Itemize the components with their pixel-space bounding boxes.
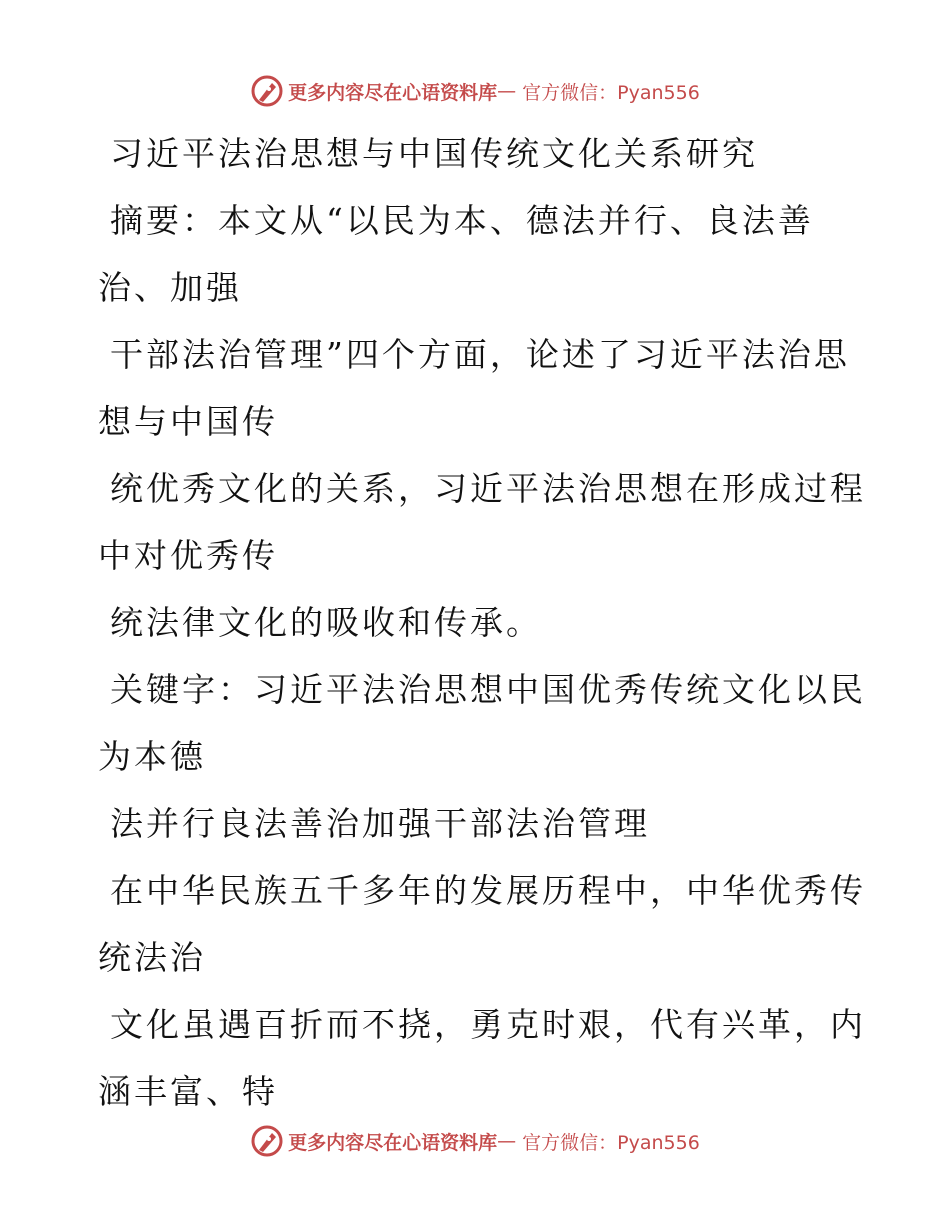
- bottom-banner: [0, 1121, 950, 1161]
- paragraph-line-continued: 想与中国传: [98, 402, 278, 441]
- document-title: [98, 120, 838, 187]
- paragraph-line-continued: 治、加强: [98, 268, 242, 307]
- banner-brand: 更多内容尽在心语资料库: [288, 1131, 498, 1154]
- paragraph-line: 法并行良法善治加强干部法治管理: [110, 804, 650, 843]
- paragraph-line: 在中华民族五千多年的发展历程中，中华优秀传: [110, 871, 866, 910]
- paragraph: [98, 790, 838, 857]
- document-body: [98, 120, 866, 1125]
- paragraph-line-continued: 中对优秀传: [98, 536, 278, 575]
- paragraph-line: 统法律文化的吸收和传承。: [110, 603, 542, 642]
- paragraph: [98, 187, 838, 321]
- paragraph-line-continued: 统法治: [98, 938, 206, 977]
- paragraph-line: 关键字：习近平法治思想中国优秀传统文化以民: [110, 670, 866, 709]
- pen-logo-icon: [250, 74, 284, 108]
- pen-logo-icon: [250, 1124, 284, 1158]
- paragraph: [98, 656, 866, 790]
- banner-wechat: 官方微信：Pyan556: [522, 81, 700, 104]
- top-banner: [0, 71, 950, 111]
- banner-separator: —: [497, 1130, 517, 1152]
- paragraph: [98, 321, 850, 455]
- paragraph: [98, 455, 866, 589]
- paragraph: [98, 991, 866, 1125]
- banner-brand: 更多内容尽在心语资料库: [288, 81, 498, 104]
- banner-separator: —: [497, 80, 517, 102]
- paragraph-line: 摘要：本文从“以民为本、德法并行、良法善: [110, 201, 814, 240]
- paragraph: [98, 589, 838, 656]
- paragraph-line: 统优秀文化的关系，习近平法治思想在形成过程: [110, 469, 866, 508]
- paragraph-line: 文化虽遇百折而不挠，勇克时艰，代有兴革，内: [110, 1005, 866, 1044]
- document-title-text: 习近平法治思想与中国传统文化关系研究: [110, 134, 758, 173]
- paragraph-line-continued: 为本德: [98, 737, 206, 776]
- banner-wechat: 官方微信：Pyan556: [522, 1131, 700, 1154]
- paragraph-line: 干部法治管理”四个方面，论述了习近平法治思: [110, 335, 850, 374]
- paragraph-line-continued: 涵丰富、特: [98, 1072, 278, 1111]
- paragraph: [98, 857, 866, 991]
